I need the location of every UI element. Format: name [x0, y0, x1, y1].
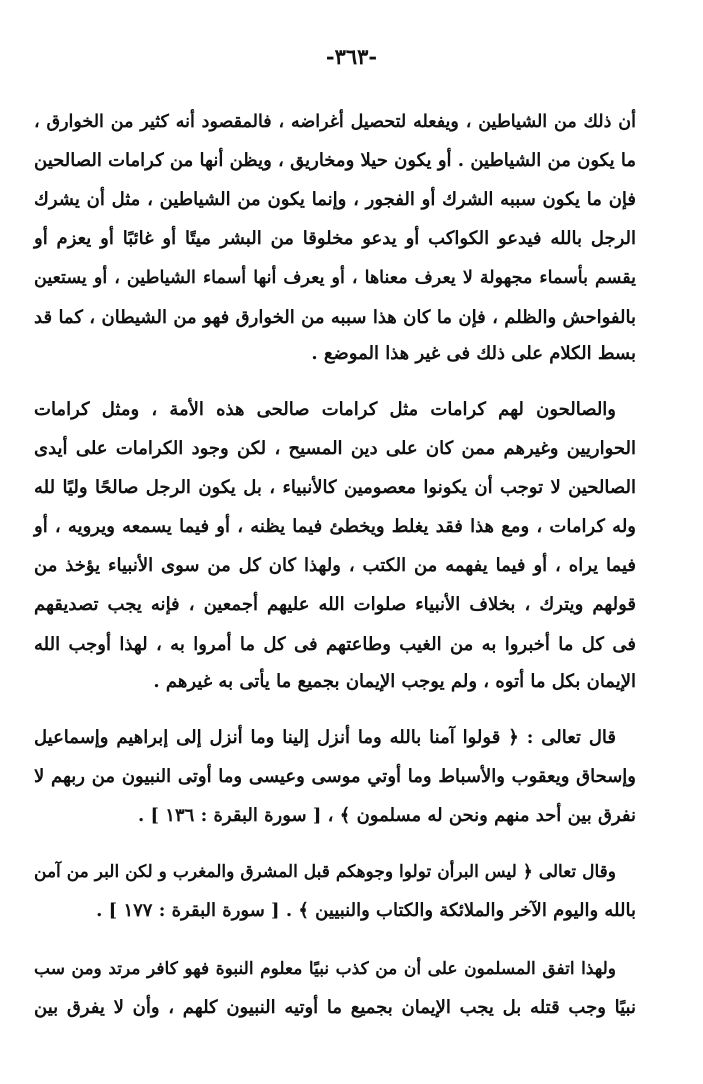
text-line: الإيمان بكل ما أتوه ، ولم يوجب الإيمان بجميع ما يأتى به غيرهم .: [153, 671, 636, 692]
text-line: يقسم بأسماء مجهولة لا يعرف معناها ، أو يعرف أنها أسماء الشياطين ، أو يستعين: [34, 268, 636, 288]
text-line: الرجل بالله فيدعو الكواكب أو يدعو مخلوقا من البشر ميتًا أو غائبًا أو يعزم أو: [34, 228, 636, 249]
text-line: والصالحون لهم كرامات مثل كرامات صالحى هذه الأمة ، ومثل كرامات: [34, 399, 616, 420]
text-line: وقال تعالى ﴿ ليس البرأن تولوا وجوهكم قبل المشرق والمغرب و لكن البر من آمن: [34, 862, 617, 882]
text-line: بالله واليوم الآخر والملائكة والكتاب والنبيين ﴾ . [ سورة البقرة : ١٧٧ ] .: [96, 900, 636, 921]
page-number: -٣٦٣-: [325, 44, 378, 69]
text-line: قال تعالى : ﴿ قولوا آمنا بالله وما أنزل إلينا وما أنزل إلى إبراهيم وإسماعيل: [34, 727, 616, 748]
text-line: أن ذلك من الشياطين ، ويفعله لتحصيل أغراضه ، فالمقصود أنه كثير من الخوارق ،: [34, 112, 636, 132]
text-line: ولهذا اتفق المسلمون على أن من كذب نبيًا معلوم النبوة فهو كافر مرتد ومن سب: [34, 959, 616, 979]
text-line: وإسحاق ويعقوب والأسباط وما أوتي موسى وعيسى وما أوتى النبيون من ربهم لا: [34, 766, 636, 787]
text-line: نبيًا وجب قتله بل يجب الإيمان بجميع ما أوتيه النبيون كلهم ، وأن لا يفرق بين: [34, 997, 637, 1018]
text-line: الحواريين وغيرهم ممن كان على دين المسيح ، لكن وجود الكرامات على أيدى: [34, 438, 636, 459]
text-line: نفرق بين أحد منهم ونحن له مسلمون ﴾ ، [ سورة البقرة : ١٣٦ ] .: [137, 805, 636, 826]
text-line: بالفواحش والظلم ، فإن ما كان هذا سببه من الخوارق فهو من الشيطان ، كما قد: [34, 307, 636, 328]
text-line: ما يكون من الشياطين . أو يكون حيلا ومخاريق ، ويظن أنها من كرامات الصالحين: [34, 150, 636, 171]
text-line: قولهم ويترك ، بخلاف الأنبياء صلوات الله عليهم أجمعين ، فإنه يجب تصديقهم: [34, 594, 636, 615]
text-line: الصالحين لا توجب أن يكونوا معصومين كالأنبياء ، بل يكون الرجل صالحًا وليًا لله: [34, 477, 636, 498]
text-line: فإن ما يكون سببه الشرك أو الفجور ، وإنما يكون من الشياطين ، مثل أن يشرك: [34, 189, 636, 210]
text-line: فى كل ما أخبروا به من الغيب وطاعتهم فى كل ما أمروا به ، لهذا أوجب الله: [34, 634, 636, 655]
text-line: وله كرامات ، ومع هذا فقد يغلط ويخطئ فيما يظنه ، أو فيما يسمعه ويرويه ، أو: [34, 516, 636, 537]
text-line: بسط الكلام على ذلك فى غير هذا الموضع .: [311, 343, 636, 364]
text-line: فيما يراه ، أو فيما يفهمه من الكتب ، ولهذا كان كل من سوى الأنبياء يؤخذ من: [34, 555, 636, 576]
